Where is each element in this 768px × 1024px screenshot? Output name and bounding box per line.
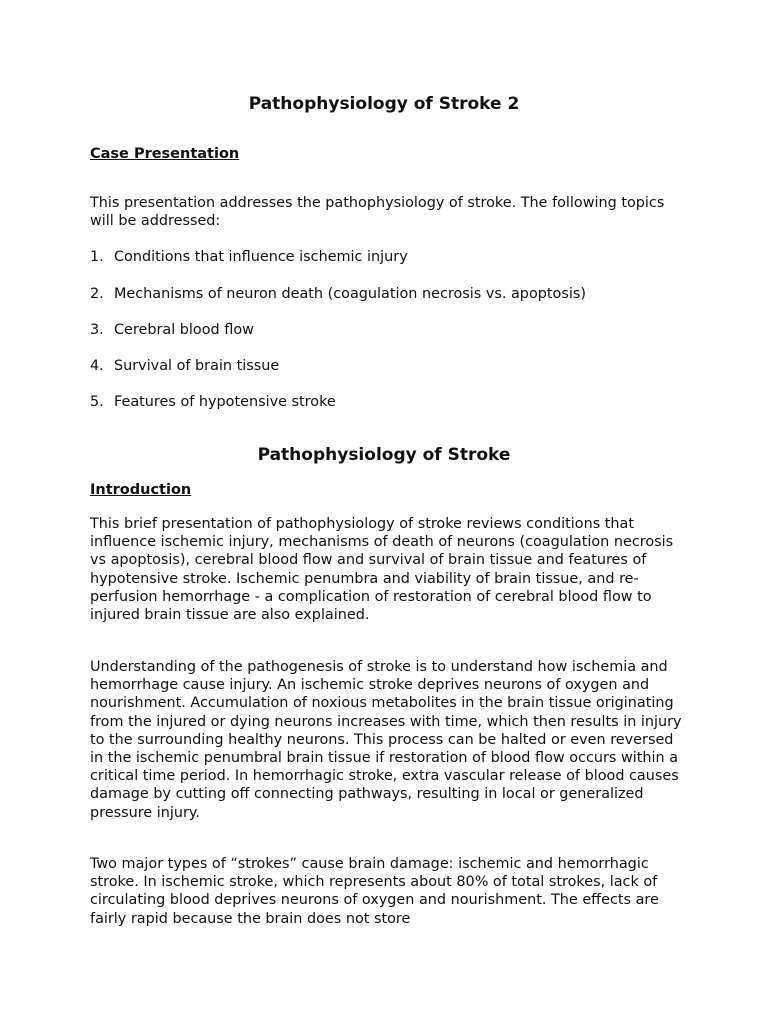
stroke-types-paragraph: Two major types of “strokes” cause brain damage: ischemic and hemorrhagic stroke. In ischemic stroke, which represents about 80% of total strokes, lack of circulating blood deprives neurons of oxygen and nourishment. The effects are fairly rapid because the brain does not store [90, 856, 659, 927]
introduction-heading: Introduction [90, 482, 192, 498]
topic-number: 3. [90, 322, 104, 338]
topic-item-4 [90, 357, 690, 375]
topic-item-1 [90, 248, 690, 266]
case-presentation-heading: Case Presentation [90, 146, 240, 162]
section-title: Pathophysiology of Stroke [257, 445, 511, 465]
topic-text: Conditions that influence ischemic injury [114, 249, 408, 265]
case-presentation-paragraph: This presentation addresses the pathophysiology of stroke. The following topics will be addressed: [90, 195, 665, 230]
topic-item-5 [90, 393, 690, 411]
topic-number: 4. [90, 358, 104, 374]
topic-text: Survival of brain tissue [114, 358, 280, 374]
introduction-paragraph: This brief presentation of pathophysiology of stroke reviews conditions that influence ischemic injury, mechanisms of death of neurons (coagulation necrosis vs apoptosis), cerebral blood flow and survival of brain tissue and features of hypotensive stroke. Ischemic penumbra and viability of brain tissue, and re-perfusion hemorrhage - a complication of restoration of cerebral blood flow to injured brain tissue are also explained. [90, 516, 674, 624]
topic-item-3 [90, 321, 690, 339]
topic-text: Features of hypotensive stroke [114, 394, 336, 410]
topic-number: 2. [90, 286, 104, 302]
pathogenesis-paragraph: Understanding of the pathogenesis of stroke is to understand how ischemia and hemorrhage cause injury. An ischemic stroke deprives neurons of oxygen and nourishment. Accumulation of noxious metabolites in the brain tissue originating from the injured or dying neurons increases with time, which then results in injury to the surrounding healthy neurons. This process can be halted or even reversed in the ischemic penumbral brain tissue if restoration of blood flow occurs within a critical time period. In hemorrhagic stroke, extra vascular release of blood causes damage by cutting off connecting pathways, resulting in local or generalized pressure injury. [90, 659, 682, 821]
topic-text: Mechanisms of neuron death (coagulation necrosis vs. apoptosis) [114, 286, 586, 302]
topic-number: 1. [90, 249, 104, 265]
document-title: Pathophysiology of Stroke 2 [248, 94, 520, 114]
topic-item-2 [90, 285, 690, 303]
topic-number: 5. [90, 394, 104, 410]
topic-text: Cerebral blood flow [114, 322, 254, 338]
